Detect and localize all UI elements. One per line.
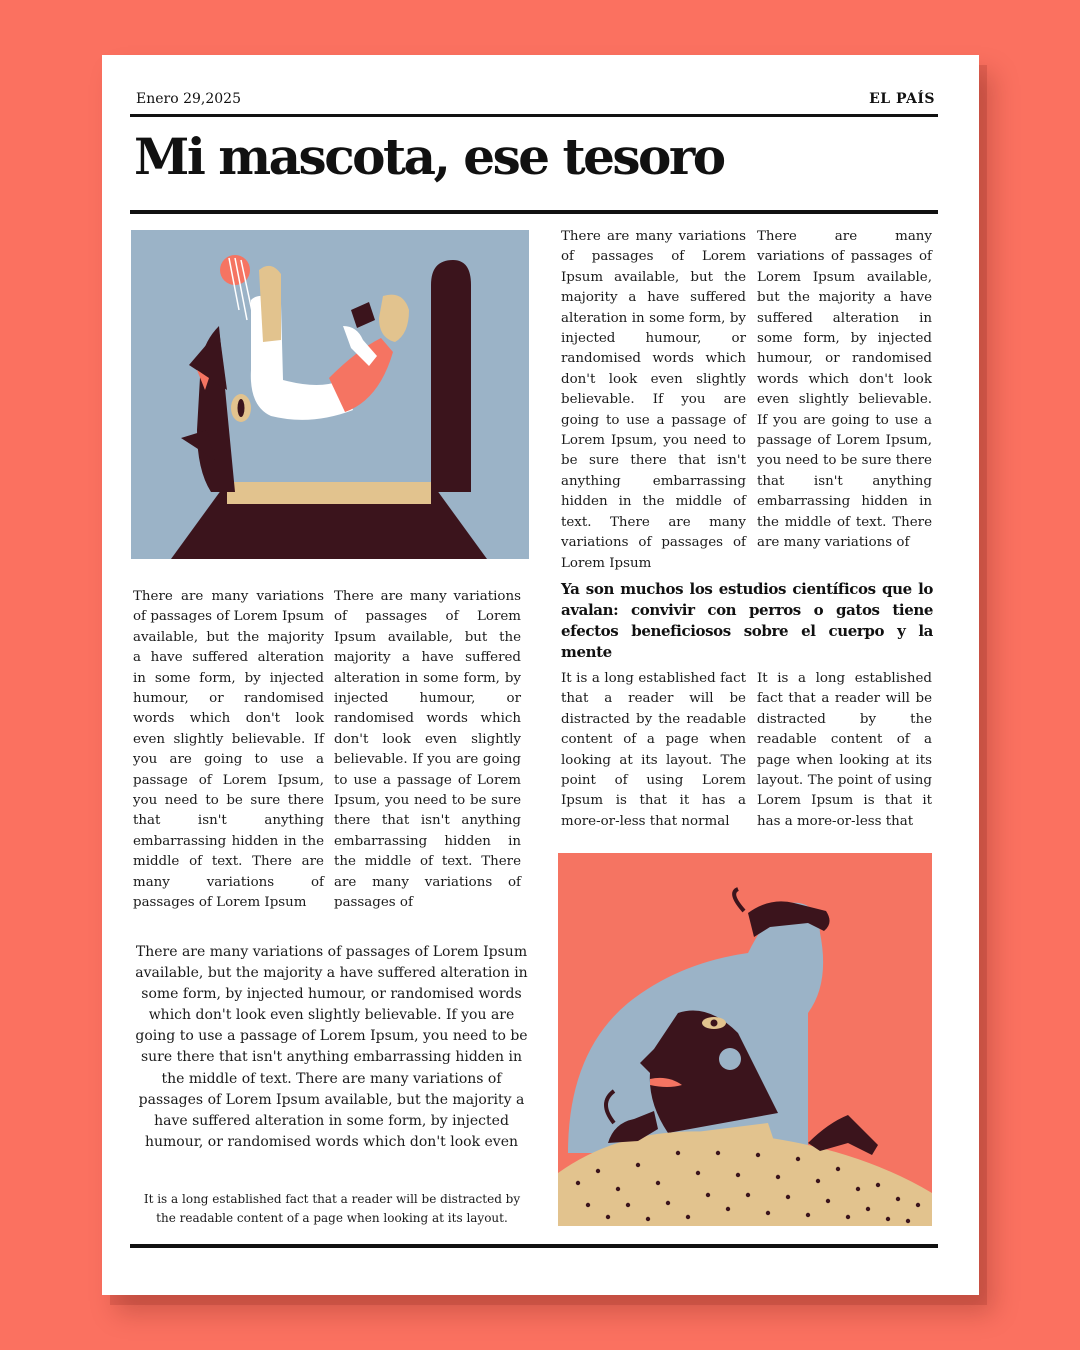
newspaper-name: EL PAÍS [869, 91, 935, 107]
subheading: Ya son muchos los estudios científicos que lo avalan: convivir con perros o gatos tiene efectos beneficiosos sobre el cuerpo y la mente [561, 580, 933, 661]
article-column: There are many variations of passages of Lorem Ipsum available, but the majority a have suffered alteration in some form, by injected humour, or randomised words which don't look even slightly believable. If you are going to use a passage of Lorem Ipsum, you need to be sure there that isn't anything embarrassing hidden in the middle of text. There are many variations of [757, 229, 932, 551]
article-column: There are many variations of passages of Lorem Ipsum available, but the majority a have suffered alteration in some form, by injected humour, or randomised words which don't look even slightly believable. If you are going to use a passage of Lorem Ipsum, you need to be sure there that isn't anything embarrassing hidden in the middle of text. There are many variations of passages of [334, 589, 521, 911]
face-with-cats-illustration [558, 853, 932, 1226]
caption: It is a long established fact that a reader will be distracted by the readable content of a page when looking at its layout. [143, 1192, 521, 1225]
headline-divider [130, 210, 938, 214]
article-column: It is a long established fact that a reader will be distracted by the readable content of a page when looking at its layout. The point of using Lorem Ipsum is that it has a more-or-less that [757, 671, 932, 829]
headline: Mi mascota, ese tesoro [134, 127, 724, 186]
bottom-divider [130, 1244, 938, 1248]
article-column: There are many variations of passages of Lorem Ipsum available, but the majority a have suffered alteration in some form, by injected humour, or randomised words which don't look even slightly believable. If you are going to use a passage of Lorem Ipsum, you need to be sure there that isn't anything embarrassing hidden in the middle of text. There are many variations of passages of Lorem Ipsum [561, 229, 746, 571]
centered-paragraph: There are many variations of passages of Lorem Ipsum available, but the majority a have suffered alteration in some form, by injected humour, or randomised words which don't look even slightly believable. If you are going to use a passage of Lorem Ipsum, you need to be sure there that isn't anything embarrassing hidden in the middle of text. There are many variations of passages of Lorem Ipsum available, but the majority a have suffered alteration in some form, by injected humour, or randomised words which don't look even [135, 944, 528, 1150]
issue-date: Enero 29,2025 [136, 91, 241, 107]
article-column: There are many variations of passages of Lorem Ipsum available, but the majority a have suffered alteration in some form, by injected humour, or randomised words which don't look even slightly believable. If you are going to use a passage of Lorem Ipsum, you need to be sure there that isn't anything embarrassing hidden in the middle of text. There are many variations of passages of Lorem Ipsum [133, 589, 324, 911]
woman-reading-on-cat-illustration [131, 230, 529, 559]
article-column: It is a long established fact that a reader will be distracted by the readable content of a page when looking at its layout. The point of using Lorem Ipsum is that it has a more-or-less that normal [561, 671, 746, 829]
top-divider [130, 114, 938, 117]
newspaper-page [102, 55, 979, 1295]
